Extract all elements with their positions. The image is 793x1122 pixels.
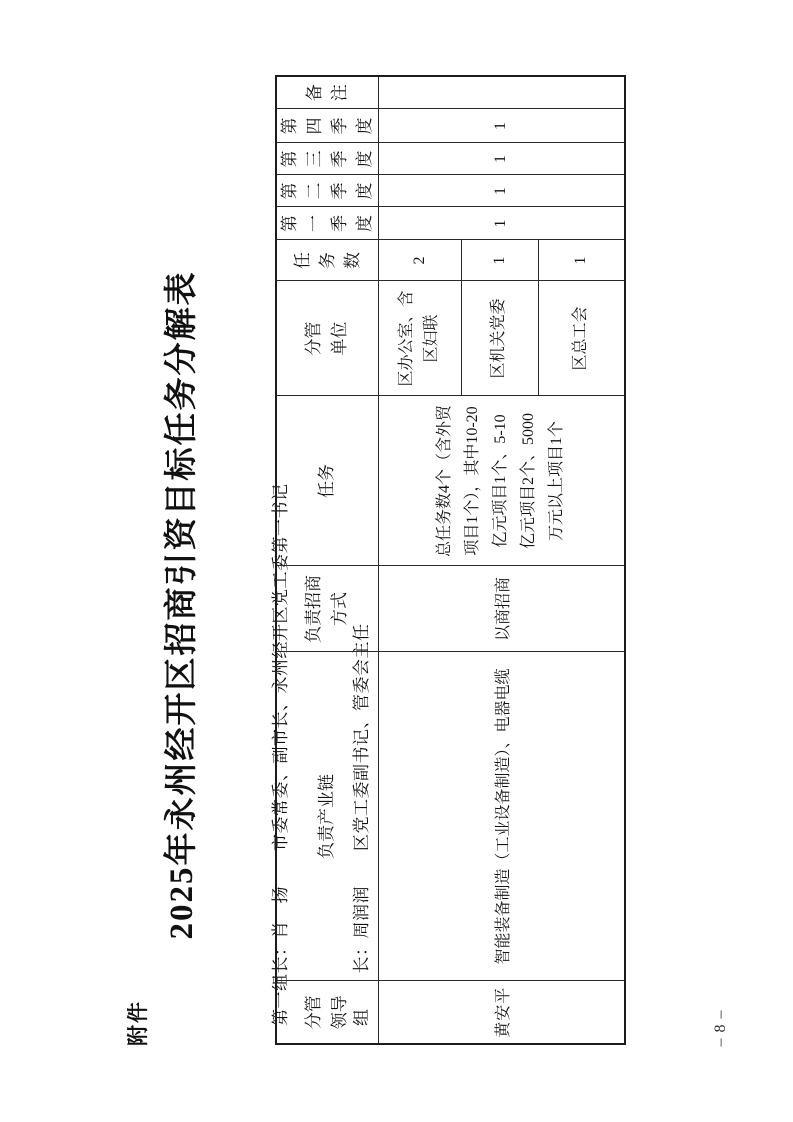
header-remark: 备注	[276, 76, 378, 109]
cell-unit-2: 区机关党委	[461, 281, 538, 396]
cell-industry-chain: 智能装备制造（工业设备制造）、电器电缆	[378, 652, 625, 981]
task-line: 亿元项目2个、5000	[520, 413, 538, 550]
header-industry-chain: 负责产业链	[276, 652, 378, 981]
header-quarter-3: 第三季度	[276, 143, 378, 175]
page-title: 2025年永州经开区招商引资目标任务分解表	[164, 270, 200, 940]
header-supervising-leader: 分管领导	[276, 981, 378, 1044]
cell-quarter-4: 1	[378, 109, 625, 143]
header-quarter-2: 第二季度	[276, 175, 378, 207]
cell-task-count-3: 1	[538, 240, 625, 281]
cell-supervising-leader: 黄安平	[378, 981, 625, 1044]
task-line: 总任务数4个（含外贸	[436, 405, 454, 558]
cell-recruit-method: 以商招商	[378, 566, 625, 652]
leader-line-first-group: 第一组长：肖 扬 市委常委、副市长、永州经开区党工委第一书记	[271, 483, 290, 1026]
cell-quarter-3: 1	[378, 143, 625, 175]
header-task-count: 任务数	[276, 240, 378, 281]
task-line: 项目1个），其中10-20	[464, 406, 482, 556]
task-line: 万元以上项目1个	[548, 421, 566, 542]
cell-unit-3: 区总工会	[538, 281, 625, 396]
cell-quarter-2: 1	[378, 175, 625, 207]
leader-line-group-leader: 组 长：周润润 区党工委副书记、管委会主任	[352, 623, 371, 1026]
cell-remark	[378, 76, 625, 109]
header-recruit-method: 负责招商方式	[276, 566, 378, 652]
table-header-row	[276, 76, 378, 1044]
header-quarter-4: 第四季度	[276, 109, 378, 143]
cell-task-count-2: 1	[461, 240, 538, 281]
table-row	[378, 76, 461, 1044]
cell-quarter-1: 1	[378, 207, 625, 240]
cell-task	[378, 396, 625, 566]
header-quarter-1: 第一季度	[276, 207, 378, 240]
header-task: 任务	[276, 396, 378, 566]
attachment-label: 附件	[126, 1000, 150, 1046]
cell-unit-1: 区办公室、含区妇联	[378, 281, 461, 396]
page-number: – 8 –	[712, 1009, 729, 1047]
cell-task-count-1: 2	[378, 240, 461, 281]
task-breakdown-table	[275, 75, 626, 1045]
task-line: 亿元项目1个、5-10	[492, 414, 510, 548]
header-supervising-unit: 分管单位	[276, 281, 378, 396]
